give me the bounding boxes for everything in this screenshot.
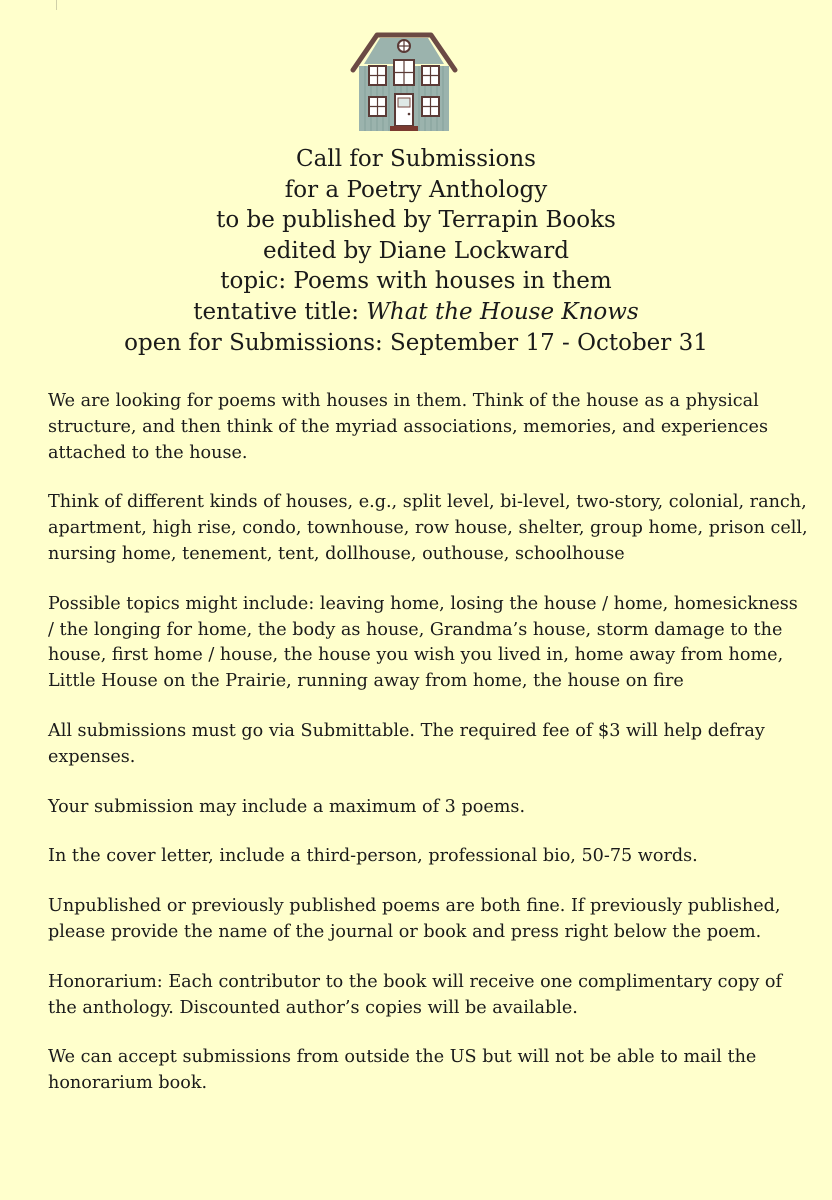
header-line-anthology: for a Poetry Anthology	[284, 176, 548, 203]
announcement-header	[0, 144, 832, 358]
header-line-publisher: to be published by Terrapin Books	[216, 207, 616, 234]
house-icon	[350, 26, 458, 136]
title-prefix: tentative title:	[193, 298, 367, 325]
header-line-dates: open for Submissions: September 17 - October 31	[124, 329, 708, 356]
paragraph-honorarium: Honorarium: Each contributor to the book will receive one complimentary copy of the anthology. Discounted author’s copies will be available.	[48, 971, 782, 1018]
paragraph-max-poems: Your submission may include a maximum of 3 poems.	[48, 796, 526, 817]
paragraph-topics: Possible topics might include: leaving home, losing the house / home, homesickness / the longing for home, the body as house, Grandma’s house, storm damage to the house, first home / house, the house you wish you lived in, home away from home, Little House on the Prairie, running away from home, the house on fire	[48, 593, 798, 692]
paragraph-international: We can accept submissions from outside the US but will not be able to mail the honorarium book.	[48, 1047, 757, 1094]
header-line-title	[0, 297, 832, 328]
header-line-editor: edited by Diane Lockward	[263, 237, 569, 264]
edge-mark	[56, 0, 57, 10]
guidelines-body	[48, 389, 808, 1121]
header-line-call: Call for Submissions	[296, 146, 536, 172]
header-line-topic: topic: Poems with houses in them	[220, 268, 612, 295]
house-step	[390, 126, 418, 131]
paragraph-intro: We are looking for poems with houses in them. Think of the house as a physical structure, and then think of the myriad associations, memories, and experiences attached to the house.	[48, 391, 768, 463]
paragraph-house-kinds: Think of different kinds of houses, e.g., split level, bi-level, two-story, colonial, ranch, apartment, high rise, condo, townhouse, row house, shelter, group home, prison cell, nursing home, tenement, tent, dollhouse, outhouse, schoolhouse	[48, 492, 808, 564]
paragraph-cover-letter: In the cover letter, include a third-person, professional bio, 50-75 words.	[48, 846, 698, 867]
paragraph-published: Unpublished or previously published poems are both fine. If previously published, please provide the name of the journal or book and press right below the poem.	[48, 896, 781, 942]
tentative-title: What the House Knows	[366, 298, 639, 325]
paragraph-submittable: All submissions must go via Submittable. The required fee of $3 will help defray expenses.	[48, 720, 765, 767]
